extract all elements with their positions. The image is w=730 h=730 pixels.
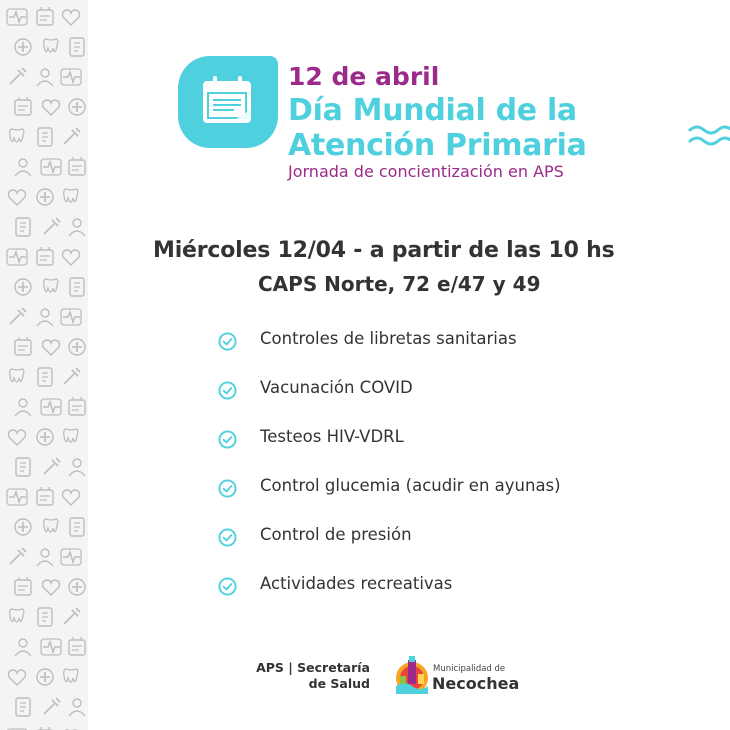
- check-circle-icon: [218, 577, 237, 596]
- pattern-icon: [66, 516, 88, 538]
- pattern-icon: [60, 546, 82, 568]
- pattern-icon: [60, 6, 82, 28]
- necochea-logo-icon: [394, 656, 430, 696]
- pattern-icon: [6, 6, 28, 28]
- pattern-icon: [6, 246, 28, 268]
- pattern-icon: [66, 636, 88, 658]
- pattern-icon: [40, 516, 62, 538]
- pattern-icon: [66, 96, 88, 118]
- header: [178, 56, 648, 186]
- list-item: [218, 473, 658, 522]
- pattern-icon: [60, 426, 82, 448]
- pattern-icon: [40, 456, 62, 478]
- pattern-icon: [12, 216, 34, 238]
- pattern-icon: [66, 696, 88, 718]
- list-item-label: Control glucemia (acudir en ayunas): [260, 476, 561, 495]
- pattern-icon: [40, 276, 62, 298]
- pattern-icon: [6, 726, 28, 730]
- list-item-label: Controles de libretas sanitarias: [260, 329, 517, 348]
- waves-icon: [688, 122, 730, 150]
- pattern-icon: [66, 396, 88, 418]
- pattern-icon: [60, 126, 82, 148]
- pattern-icon: [34, 246, 56, 268]
- pattern-icon: [6, 306, 28, 328]
- pattern-icon: [40, 396, 62, 418]
- check-circle-icon: [218, 381, 237, 400]
- pattern-icon: [12, 336, 34, 358]
- pattern-icon: [40, 636, 62, 658]
- pattern-icon: [66, 276, 88, 298]
- list-item: [218, 326, 658, 375]
- list-item: [218, 522, 658, 571]
- calendar-badge: [178, 56, 278, 148]
- pattern-icon: [12, 156, 34, 178]
- pattern-icon: [60, 606, 82, 628]
- pattern-icon: [6, 66, 28, 88]
- municipality-name: Necochea: [432, 674, 520, 693]
- check-circle-icon: [218, 430, 237, 449]
- pattern-icon: [66, 156, 88, 178]
- pattern-icon: [34, 486, 56, 508]
- pattern-icon: [60, 246, 82, 268]
- list-item-label: Actividades recreativas: [260, 574, 453, 593]
- municipality-label: Municipalidad de: [433, 664, 506, 674]
- pattern-icon: [66, 576, 88, 598]
- pattern-icon: [12, 456, 34, 478]
- pattern-icon: [34, 186, 56, 208]
- pattern-icon: [60, 186, 82, 208]
- calendar-icon: [198, 70, 260, 132]
- pattern-icon: [60, 66, 82, 88]
- activities-list: [218, 326, 658, 620]
- pattern-icon: [6, 426, 28, 448]
- event-date: 12 de abril: [288, 62, 440, 91]
- pattern-icon: [12, 396, 34, 418]
- pattern-icon: [12, 516, 34, 538]
- event-when: Miércoles 12/04 - a partir de las 10 hs: [153, 238, 615, 263]
- subtitle: Jornada de concientización en APS: [288, 162, 564, 181]
- pattern-icon: [66, 216, 88, 238]
- pattern-icon: [6, 186, 28, 208]
- pattern-icon: [40, 336, 62, 358]
- aps-secretaria-logo: [252, 660, 370, 692]
- list-item: [218, 424, 658, 473]
- pattern-icon: [60, 486, 82, 508]
- pattern-icon: [34, 666, 56, 688]
- pattern-icon: [66, 36, 88, 58]
- pattern-icon: [6, 486, 28, 508]
- pattern-icon: [66, 456, 88, 478]
- check-circle-icon: [218, 479, 237, 498]
- pattern-icon: [12, 96, 34, 118]
- pattern-icon: [34, 306, 56, 328]
- pattern-icon: [34, 66, 56, 88]
- pattern-icon: [6, 126, 28, 148]
- list-item-label: Control de presión: [260, 525, 412, 544]
- title-line-1: Día Mundial de la: [288, 93, 577, 128]
- pattern-icon: [12, 36, 34, 58]
- pattern-icon: [6, 606, 28, 628]
- pattern-icon: [6, 546, 28, 568]
- pattern-icon: [34, 426, 56, 448]
- list-item-label: Vacunación COVID: [260, 378, 413, 397]
- pattern-icon: [60, 726, 82, 730]
- pattern-icon: [34, 606, 56, 628]
- pattern-icon: [40, 576, 62, 598]
- title-line-2: Atención Primaria: [288, 128, 587, 163]
- pattern-icon: [40, 156, 62, 178]
- pattern-icon: [34, 546, 56, 568]
- pattern-icon: [12, 276, 34, 298]
- check-circle-icon: [218, 332, 237, 351]
- event-where: CAPS Norte, 72 e/47 y 49: [258, 272, 541, 296]
- pattern-icon: [34, 6, 56, 28]
- medical-icons-pattern: [0, 0, 88, 730]
- pattern-icon: [60, 306, 82, 328]
- pattern-icon: [40, 696, 62, 718]
- pattern-icon: [34, 366, 56, 388]
- aps-line-1: APS | Secretaría: [256, 660, 370, 675]
- check-circle-icon: [218, 528, 237, 547]
- pattern-icon: [12, 576, 34, 598]
- pattern-icon: [66, 336, 88, 358]
- pattern-icon: [40, 96, 62, 118]
- pattern-icon: [34, 126, 56, 148]
- pattern-icon: [60, 666, 82, 688]
- pattern-icon: [12, 696, 34, 718]
- list-item: [218, 571, 658, 620]
- pattern-icon: [12, 636, 34, 658]
- pattern-icon: [6, 666, 28, 688]
- pattern-icon: [34, 726, 56, 730]
- pattern-icon: [40, 36, 62, 58]
- pattern-icon: [60, 366, 82, 388]
- aps-line-2: de Salud: [308, 676, 370, 691]
- list-item-label: Testeos HIV-VDRL: [260, 427, 404, 446]
- pattern-icon: [6, 366, 28, 388]
- pattern-icon: [40, 216, 62, 238]
- list-item: [218, 375, 658, 424]
